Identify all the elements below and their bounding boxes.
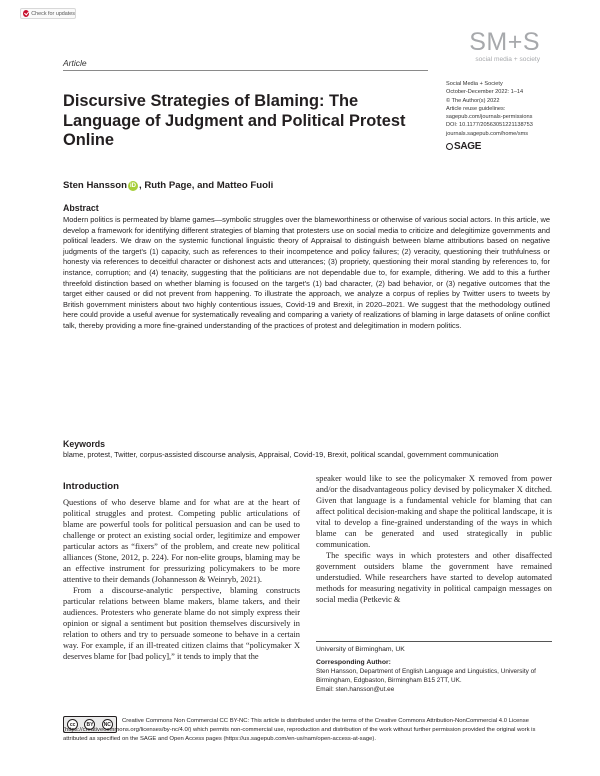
cc-icon: cc	[67, 719, 78, 730]
body-column-right	[316, 473, 552, 605]
corresponding-author-heading: Corresponding Author:	[316, 659, 391, 666]
meta-home-link[interactable]: journals.sagepub.com/home/sms	[446, 130, 529, 137]
check-for-updates-badge[interactable]	[20, 8, 76, 19]
journal-logo-mark: SM+S	[469, 28, 540, 56]
keywords-heading: Keywords	[63, 439, 106, 449]
author-list	[63, 180, 273, 191]
corresponding-author-details	[316, 668, 552, 694]
noncommercial-icon: NC	[102, 719, 113, 730]
keywords-text: blame, protest, Twitter, corpus-assisted discourse analysis, Appraisal, Covid-19, Brexit, political scandal, government communication	[63, 450, 499, 459]
article-title: Discursive Strategies of Blaming: The Language of Judgment and Political Protest Online	[63, 92, 406, 149]
journal-meta	[446, 80, 546, 138]
publisher-logo	[446, 141, 481, 152]
meta-issue: October-December 2022: 1–14	[446, 89, 524, 96]
meta-doi[interactable]: DOI: 10.1177/20563051221138753	[446, 122, 533, 129]
journal-logo-subtitle: social media + society	[475, 56, 540, 63]
body-column-left	[63, 497, 300, 662]
other-authors: , Ruth Page, and Matteo Fuoli	[138, 180, 274, 191]
introduction-heading: Introduction	[63, 481, 119, 492]
meta-permissions-link[interactable]: sagepub.com/journals-permissions	[446, 114, 533, 121]
footnote-divider	[316, 641, 552, 642]
corresponding-address: Sten Hansson, Department of English Language and Linguistics, University of Birmingham, Edgbaston, Birmingham B15 2TT, UK.	[316, 668, 536, 684]
header-divider	[63, 70, 428, 71]
first-author: Sten Hansson	[63, 180, 127, 191]
article-type-label: Article	[63, 58, 87, 68]
orcid-icon[interactable]: iD	[129, 182, 136, 189]
abstract-text: Modern politics is permeated by blame games—symbolic struggles over the blameworthiness or otherwise of various social actors. In this article, we develop a framework for identifying different strategies of blaming that protesters use on social media to criticize and delegitimize governments and political leaders. We draw on the systemic functional linguistic theory of Appraisal to distinguish between blame attributions based on negative judgments of the target's (1) capacity, such as references to their incompetence and policy failures; (2) veracity, questioning their truthfulness or honesty via references to deceitful character or dishonest acts and utterances; (3) propriety, questioning their moral standing by references to, for instance, corruption; and (4) tenacity, suggesting that the politicians are not dependable due to, for example, dithering. We add to this a further threefold distinction based on whether blaming is focused on the target's (1) bad character, (2) bad behavior, or (3) negative outcomes that the target either caused or did not prevent from happening. To illustrate the approach, we analyze a corpus of replies by Twitter users to tweets by British government ministers about two highly contentious issues, Covid-19 and Brexit, in 2020–2021. We suggest that the methodology outlined here could provide a useful avenue for systematically revealing and comparing a variety of realizations of blaming in large datasets of online conflict talk, thereby providing a more fine-grained understanding of the practices of protest and delegitimation in modern politics.	[63, 215, 550, 330]
body-paragraph: From a discourse-analytic perspective, blaming constructs particular relations between blame makers, blame takers, and their audiences. Protesters who generate blame do not simply express their opinion or signal a sentiment but position themselves discursively in relation to others and try to persuade someone to behave in a certain way. For example, if an ill-treated citizen claims that “policymaker X deserves blame for [bad policy],” it tends to imply that the	[63, 586, 300, 661]
publisher-name: SAGE	[454, 141, 482, 152]
meta-copyright: © The Author(s) 2022	[446, 97, 500, 104]
body-paragraph: The specific ways in which protesters and other disaffected government outsiders blame the government have remained understudied. While researchers have started to develop automated methods for measuring negativity in political campaign messages on social media (Petkevic &	[316, 551, 552, 604]
body-paragraph: Questions of who deserve blame and for what are at the heart of political struggles and protest. Competing public articulations of blame are powerful tools for political persuasion and can be used to challenge or protect an existing social order, legitimize and empower particular actors as “fixers” of the problem, and create new political alliances (Stone, 2012, p. 224). For non-elite groups, blaming may be an effective instrument for pressurizing policymakers to be more attentive to their demands (Johannesson & Weinryb, 2021).	[63, 498, 300, 584]
meta-reuse-label: Article reuse guidelines:	[446, 105, 506, 112]
author-affiliation: University of Birmingham, UK	[316, 646, 405, 653]
attribution-icon: BY	[84, 719, 95, 730]
check-for-updates-label: Check for updates	[31, 10, 75, 17]
license-text: Creative Commons Non Commercial CC BY-NC: This article is distributed under the terms of the Creative Commons Attribution-NonCommercial 4.0 License (https://creativecommons.org/licenses/by-nc/4.0/) which permits non-commercial use, reproduction and distribution of the work without further permission provided the original work is attributed as specified on the SAGE and Open Access pages (https://us.sagepub.com/en-us/nam/open-access-at-sage).	[63, 718, 536, 743]
check-icon	[23, 10, 29, 17]
journal-logo	[450, 30, 540, 63]
abstract-heading: Abstract	[63, 203, 99, 213]
body-paragraph: speaker would like to see the policymaker X removed from power and/or the disadvantageous policy devised by policymaker X ditched. Given that language is a fundamental vehicle for blaming that can affect political decision-making and shape the political landscape, it is vital to develop a fine-grained understanding of the ways in which blame can be generated and used strategically in public communication.	[316, 474, 552, 549]
corresponding-email[interactable]: Email: sten.hansson@ut.ee	[316, 685, 395, 693]
sage-logo-icon	[446, 143, 453, 150]
meta-journal-name: Social Media + Society	[446, 81, 503, 87]
